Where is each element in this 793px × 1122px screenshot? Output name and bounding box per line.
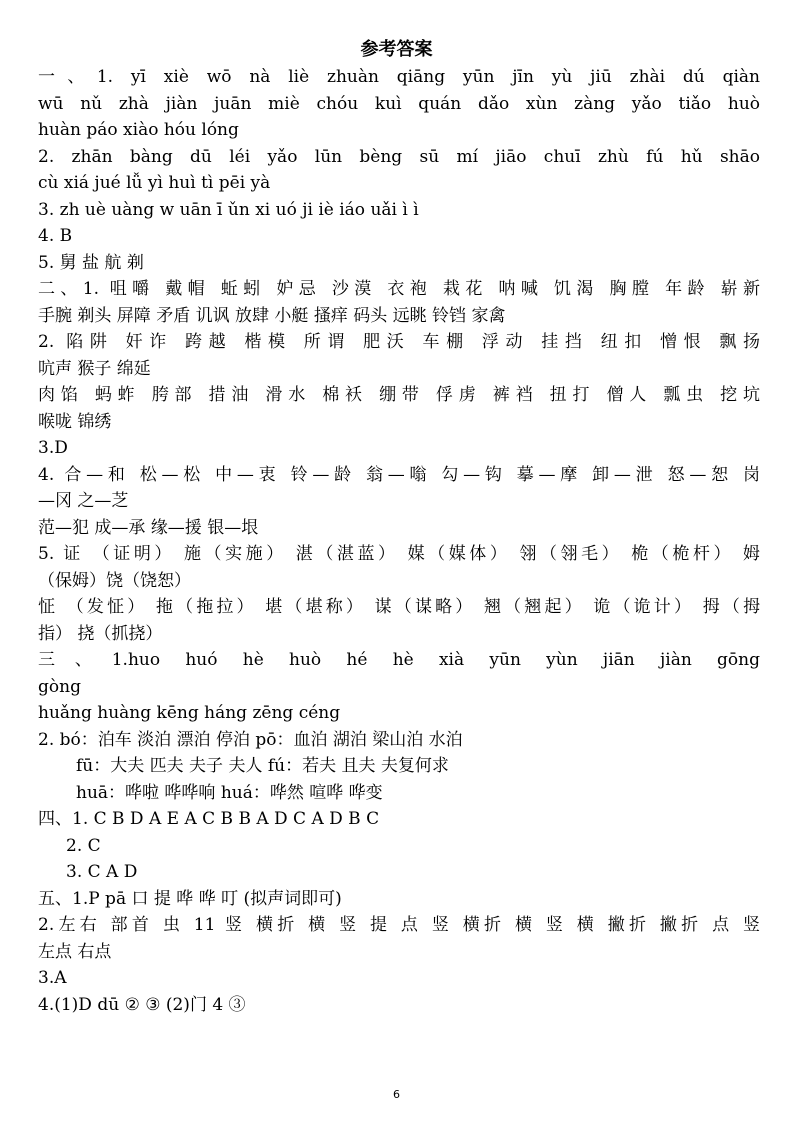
- answer-line: 喉咙 锦绣: [38, 411, 112, 432]
- answer-line: —冈 之—芝: [38, 491, 129, 511]
- answer-lines: [38, 64, 760, 1018]
- answer-line: （保姆）饶（饶恕）: [38, 570, 191, 591]
- answer-line: fū：大夫 匹夫 夫子 夫人 fú：若夫 且夫 夫复何求: [76, 756, 449, 776]
- answer-line: huā：哗啦 哗哗响 huá：哗然 喧哗 哗变: [76, 782, 383, 803]
- answer-line: 2. zhān bàng dū léi yǎo lūn bèng sū mí jiāo chuī zhù fú hǔ shāo: [38, 146, 760, 167]
- answer-line: 2. C: [66, 835, 101, 856]
- answer-line: 指） 挠（抓挠）: [38, 623, 163, 644]
- answer-line: 3. C A D: [66, 862, 138, 882]
- answer-line: 五、1.P pā 口 提 哗 哗 叮 (拟声词即可): [38, 888, 342, 909]
- answer-line: 怔 （发怔） 拖（拖拉） 堪（堪称） 谋（谋略） 翘（翘起） 诡（诡计） 拇（拇: [38, 597, 760, 617]
- answer-line: huàn páo xiào hóu lóng: [38, 120, 239, 140]
- answer-line: cù xiá jué lǚ yì huì tì pēi yà: [38, 173, 271, 193]
- answer-line: 四、1. C B D A E A C B B A D C A D B C: [38, 809, 380, 829]
- answer-line: 2. bó：泊车 淡泊 漂泊 停泊 pō：血泊 湖泊 梁山泊 水泊: [38, 729, 463, 750]
- answer-line: huǎng huàng kēng háng zēng céng: [38, 703, 341, 723]
- page-title: 参考答案: [360, 39, 433, 60]
- answer-line: 二、1. 咀嚼 戴帽 蚯蚓 妒忌 沙漠 衣袍 栽花 呐喊 饥渴 胸膛 年龄 崭新: [38, 279, 760, 299]
- answer-line: 一、1. yī xiè wō nà liè zhuàn qiāng yūn jīn yù jiū zhài dú qiàn: [38, 67, 760, 87]
- answer-line: 3. zh uè uàng w uān ī ǔn xi uó ji iè iáo uǎi ì ì: [38, 199, 419, 220]
- answer-line: 2. 陷阱 奸诈 跨越 楷模 所谓 肥沃 车棚 浮动 挂挡 纽扣 憎恨 飘扬: [38, 332, 760, 352]
- answer-line: 2.左右 部首 虫 11 竖 横折 横 竖 提 点 竖 横折 横 竖 横 撇折 撇折 点 竖: [38, 915, 760, 935]
- answer-line: 吭声 猴子 绵延: [38, 358, 151, 379]
- answer-line: 范—犯 成—承 缘—援 银—垠: [38, 517, 259, 538]
- answer-line: gòng: [38, 676, 81, 697]
- page-number: 6: [393, 1088, 400, 1101]
- answer-line: 4. 合—和 松—松 中—衷 铃—龄 翁—嗡 勾—钩 摹—摩 卸—泄 怒—恕 岗: [38, 464, 760, 485]
- answer-line: 3.A: [38, 968, 67, 988]
- answer-line: 4.(1)D dū ② ③ (2)门 4 ③: [38, 994, 246, 1015]
- answer-line: wū nǔ zhà jiàn juān miè chóu kuì quán dǎo xùn zàng yǎo tiǎo huò: [38, 93, 760, 114]
- answer-line: 4. B: [38, 226, 73, 246]
- answer-line: 5. 舅 盐 航 剃: [38, 252, 144, 273]
- answer-line: 三、1.huo huó hè huò hé hè xià yūn yùn jiān jiàn gōng: [38, 650, 760, 670]
- answer-line: 5. 证 （证明） 施（实施） 湛（湛蓝） 媒（媒体） 翎（翎毛） 桅（桅杆） 姆: [38, 544, 760, 564]
- answer-line: 3.D: [38, 438, 68, 458]
- answer-line: 左点 右点: [38, 941, 112, 962]
- answer-line: 肉馅 蚂蚱 胯部 措油 滑水 棉袄 绷带 俘虏 裤裆 扭打 僧人 瓢虫 挖坑: [38, 385, 760, 405]
- answer-line: 手腕 剃头 屏障 矛盾 讥讽 放肆 小艇 搔痒 码头 远眺 铃铛 家禽: [38, 305, 506, 326]
